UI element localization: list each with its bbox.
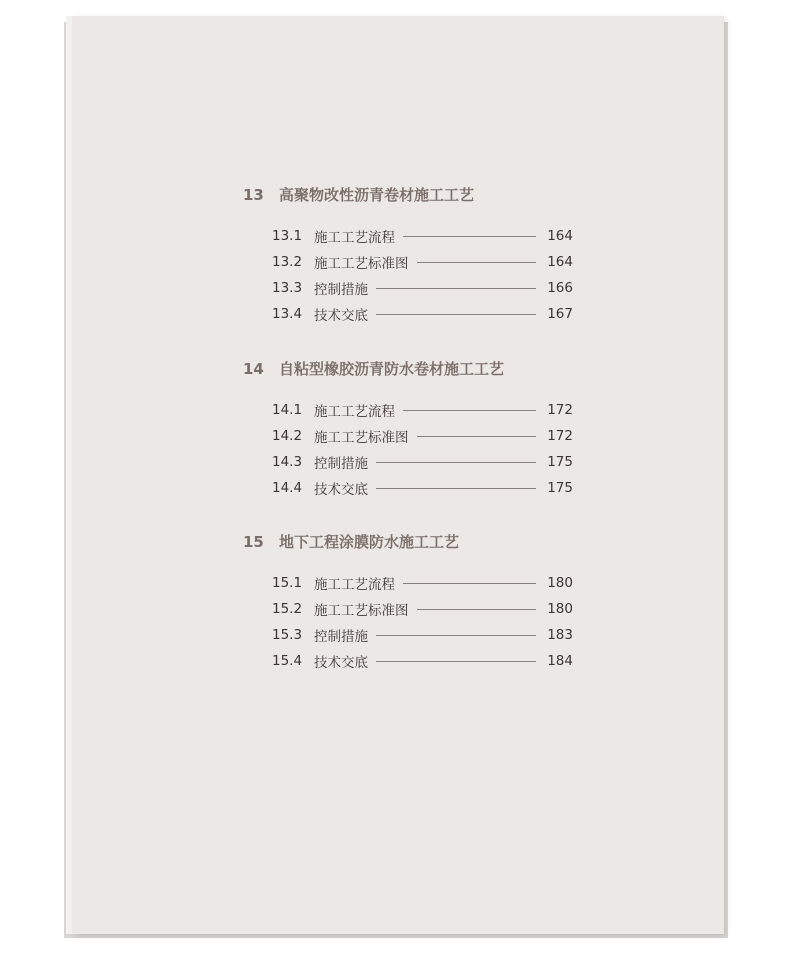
- toc-entries: [272, 570, 573, 674]
- chapter-number: 15: [243, 533, 264, 551]
- toc-entry[interactable]: [272, 249, 573, 275]
- toc-entry[interactable]: [272, 275, 573, 301]
- entry-page: 175: [547, 454, 573, 470]
- toc-entry[interactable]: [272, 301, 573, 327]
- chapter-15: [243, 531, 573, 674]
- leader-line: [403, 236, 536, 237]
- leader-line: [376, 488, 536, 489]
- chapter-title: 地下工程涂膜防水施工工艺: [279, 533, 460, 551]
- chapter-number: 14: [243, 360, 264, 378]
- leader-line: [376, 288, 536, 289]
- entry-number: 15.1: [272, 575, 303, 591]
- entry-page: 167: [547, 306, 573, 322]
- toc-entry[interactable]: [272, 223, 573, 249]
- chapter-title: 高聚物改性沥青卷材施工工艺: [279, 186, 475, 204]
- entry-number: 13.4: [272, 306, 303, 322]
- chapter-14: [243, 358, 573, 501]
- entry-number: 15.2: [272, 601, 303, 617]
- entry-title: 控制措施: [314, 282, 368, 298]
- entry-number: 14.2: [272, 428, 303, 444]
- entry-title: 控制措施: [314, 456, 368, 472]
- chapter-title: 自粘型橡胶沥青防水卷材施工工艺: [279, 360, 505, 378]
- toc-entry[interactable]: [272, 423, 573, 449]
- toc-entry[interactable]: [272, 596, 573, 622]
- entry-page: 180: [547, 601, 573, 617]
- leader-line: [417, 609, 537, 610]
- entry-number: 14.3: [272, 454, 303, 470]
- leader-line: [376, 462, 536, 463]
- entry-number: 15.3: [272, 627, 303, 643]
- chapter-heading: [243, 358, 573, 380]
- entry-title: 技术交底: [314, 482, 368, 498]
- entry-number: 14.1: [272, 402, 303, 418]
- entry-page: 166: [547, 280, 573, 296]
- entry-page: 164: [547, 254, 573, 270]
- entry-page: 183: [547, 627, 573, 643]
- entry-title: 技术交底: [314, 308, 368, 324]
- entry-page: 164: [547, 228, 573, 244]
- leader-line: [403, 410, 536, 411]
- entry-title: 技术交底: [314, 655, 368, 671]
- chapter-heading: [243, 531, 573, 553]
- leader-line: [403, 583, 536, 584]
- entry-title: 施工工艺流程: [314, 404, 395, 420]
- entry-number: 15.4: [272, 653, 303, 669]
- leader-line: [417, 436, 537, 437]
- leader-line: [376, 635, 536, 636]
- entry-title: 施工工艺流程: [314, 230, 395, 246]
- entry-page: 180: [547, 575, 573, 591]
- entry-page: 184: [547, 653, 573, 669]
- entry-title: 施工工艺标准图: [314, 256, 409, 272]
- entry-title: 控制措施: [314, 629, 368, 645]
- entry-page: 172: [547, 402, 573, 418]
- entry-number: 14.4: [272, 480, 303, 496]
- toc-entries: [272, 223, 573, 327]
- toc-entry[interactable]: [272, 648, 573, 674]
- entry-number: 13.1: [272, 228, 303, 244]
- leader-line: [376, 314, 536, 315]
- entry-number: 13.3: [272, 280, 303, 296]
- toc-entry[interactable]: [272, 622, 573, 648]
- entry-title: 施工工艺标准图: [314, 603, 409, 619]
- toc-entry[interactable]: [272, 397, 573, 423]
- leader-line: [417, 262, 537, 263]
- toc-entry[interactable]: [272, 475, 573, 501]
- entry-page: 172: [547, 428, 573, 444]
- entry-title: 施工工艺标准图: [314, 430, 409, 446]
- toc-entry[interactable]: [272, 570, 573, 596]
- chapter-number: 13: [243, 186, 264, 204]
- toc-entries: [272, 397, 573, 501]
- toc-entry[interactable]: [272, 449, 573, 475]
- entry-page: 175: [547, 480, 573, 496]
- chapter-13: [243, 184, 573, 327]
- chapter-heading: [243, 184, 573, 206]
- entry-number: 13.2: [272, 254, 303, 270]
- entry-title: 施工工艺流程: [314, 577, 395, 593]
- leader-line: [376, 661, 536, 662]
